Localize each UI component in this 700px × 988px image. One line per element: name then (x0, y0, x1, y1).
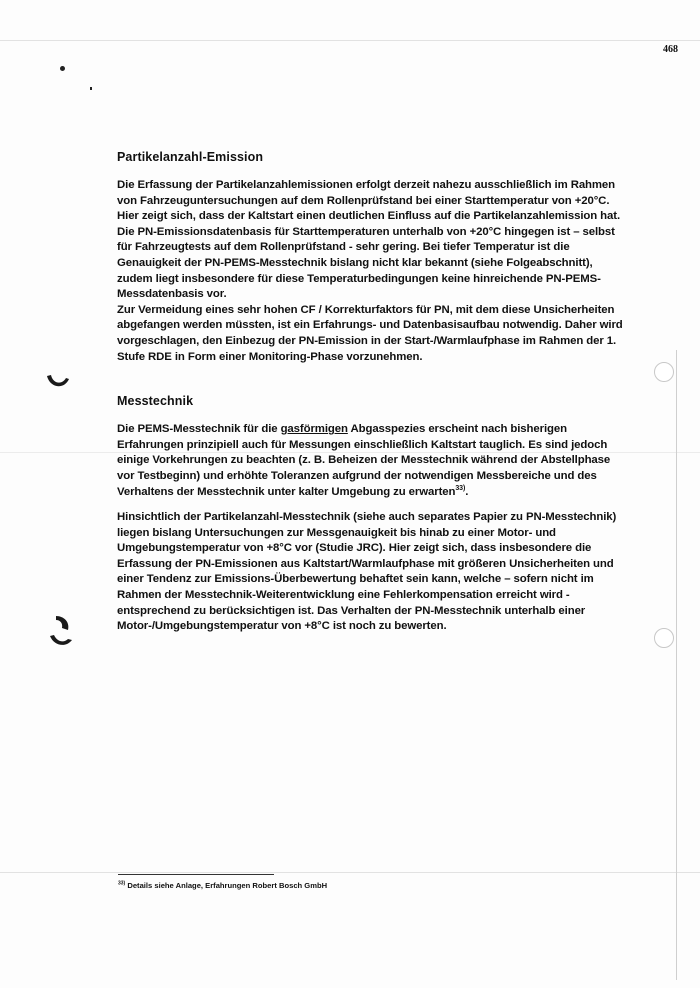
paragraph: Zur Vermeidung eines sehr hohen CF / Korrekturfaktors für PN, mit dem diese Unsicherheiten abgefangen werden müssten, ist ein Erfahrungs- und Datenbasisaufbau notwendig. Daher wird vorgeschlagen, den Einbezug der PN-Emission in der Start-/Warmlaufphase im Rahmen der 1. Stufe RDE in Form einer Monitoring-Phase vorzunehmen. (117, 303, 623, 363)
document-body (117, 150, 629, 635)
footnote-text: Details siehe Anlage, Erfahrungen Robert Bosch GmbH (125, 881, 328, 890)
binder-mark (48, 614, 76, 650)
footnote-marker: 33) (118, 880, 126, 887)
footnote-separator (118, 874, 274, 875)
scan-speck (90, 87, 92, 90)
footnote-reference[interactable]: 33) (455, 484, 466, 492)
underlined-term: gasförmigen (280, 423, 348, 436)
paragraph-text: Die PEMS-Messtechnik für die (117, 423, 281, 436)
paragraph: Hinsichtlich der Partikelanzahl-Messtechnik (siehe auch separates Papier zu PN-Messtechnik) liegen bislang Untersuchungen zur Messgenauigkeit bis hinab zu einer Motor- und Umgebungstemperatur von +8°C vor (Studie JRC). Hier zeigt sich, dass insbesondere die Erfassung der PN-Emissionen aus Kaltstart/Warmlaufphase mit größeren Unsicherheiten und einer Tendenz zur Emissions-Überbewertung behaftet sein kann, welche – sofern nicht im Rahmen der Messtechnik-Weiterentwicklung eine Fehlerkompensation erreicht wird - entsprechend zu berücksichtigen ist. Das Verhalten der PN-Messtechnik unterhalb einer Motor-/Umgebungstemperatur von +8°C ist noch zu bewerten. (117, 511, 617, 633)
scan-speck (60, 66, 65, 71)
paragraph: Die Erfassung der Partikelanzahlemissionen erfolgt derzeit nahezu ausschließlich im Rahmen von Fahrzeuguntersuchungen auf dem Rollenprüfstand bei einer Starttemperatur von +20°C. Hier zeigt sich, dass der Kaltstart einen deutlichen Einfluss auf die Partikelanzahlemission hat. Die PN-Emissionsdatenbasis für Starttemperaturen unterhalb von +20°C hingegen ist – selbst für Fahrzeugtests auf dem Rollenprüfstand - sehr gering. Bei tiefer Temperatur ist die Genauigkeit der PN-PEMS-Messtechnik bislang nicht klar bekannt (siehe Folgeabschnitt), zudem liegt insbesondere für diese Temperaturbedingungen keine hinreichende PN-PEMS-Messdatenbasis vor. (117, 179, 621, 301)
punch-hole (654, 628, 674, 648)
paragraph-text: Abgasspezies erscheint nach bisherigen Erfahrungen prinzipiell auch für Messungen einschließlich Kaltstart tauglich. Es sind jedoch einige Vorkehrungen zu beachten (z. B. Beheizen der Messtechnik während der Abstellphase vor Testbeginn) und erhöhte Toleranzen aufgrund der notwendigen Messbereiche und des Verhaltens der Messtechnik unter kalter Umgebung zu erwarten (117, 423, 611, 498)
scan-line (0, 40, 700, 41)
page-number: 468 (663, 44, 678, 55)
section-heading: Messtechnik (117, 394, 194, 409)
footnote (118, 881, 327, 890)
paragraph (117, 422, 629, 500)
punch-hole (654, 362, 674, 382)
scan-line (0, 872, 700, 873)
margin-rule (676, 350, 677, 980)
section-heading: Partikelanzahl-Emission (117, 150, 264, 164)
binder-mark (44, 372, 72, 394)
paragraph-text: . (465, 485, 469, 498)
